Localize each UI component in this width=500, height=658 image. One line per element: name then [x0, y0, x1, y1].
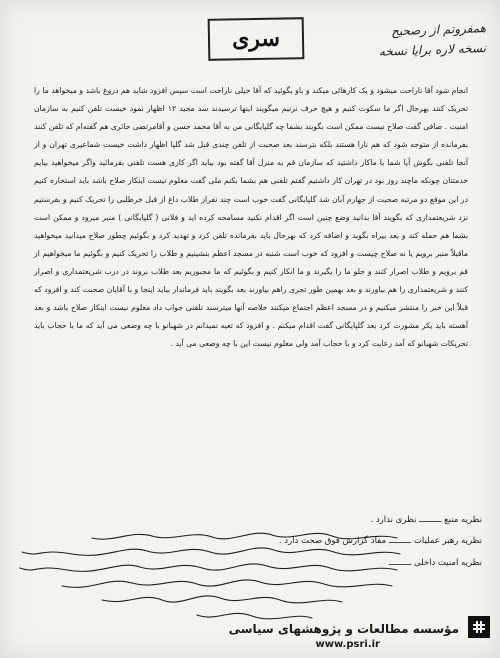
archive-url: www.psri.ir — [315, 639, 380, 650]
source-opinion-line: نظریه منبع ـــــــــ نظری ندارد . — [370, 515, 482, 525]
archive-watermark: مؤسسه مطالعات و پژوهشهای سیاسی — [226, 622, 462, 636]
handwritten-note-line2: نسخه لاره برایا نسخه — [378, 41, 487, 59]
archive-logo-icon — [468, 616, 490, 638]
report-body-text: انجام شود آقا ناراحت میشود و یک کارهائی میکند و باو بگوئید که آقا خیلی ناراحت است سپس افزود شاید هم دروغ باشد و میخواهد ما را تحریک کنند بهرحال اگر ما سکوت کنیم و هیچ حرف نزنیم میگویند اینها ترسیدند سد مجید ۱۲ اظهار نمود خیست تلفن کنیم به سازمان امنیت . صافی گفت صلاح نیست ممکن است بگویند بشما چه گلپایگانی من به آقا محمد حسن و آقامرتضی حائری هم گفته‌ام که تلفن کنند بفرمانده از متوجه شود که هم نارا هستند بلکه بترسند بعد صحبت از تلفن چندی قبل شد گلپا اظهار داشت خیست شماعیری تهران و از آنجا تلفنی بگوش آیا شما با ماکار داشتید که سازمان قم به منزل آقا گفته بود بیاید اگر کاری هست تلفنی بفرمائید واگر میخواهید بیایم خدمتتان چونکه ماچند روز بود در تهران کار داشتیم گفتم تلفنی هم بشما بکنم ملی گفت معلوم نیست اینکار صلاح باشد باید استخاره کنیم در این موقع دو مرتبه صحبت از جهارم آبان شد گلپایگانی گفت خوب است چند نفراز طلاب داغ از قبل خرطلبی را تحریک کنیم و بفرستیم نزد شریعتمداری که بگویند آقا بدانید وضع چنین است اگر اقدام نکنید مسامحه کرده اید و فلانی ( گلپایگانی ) منبر میرود و ممکن است بشما هم حمله کند و بعد بیراه بگوید و اضافه کرد که بهرحال باید بفرمانده تلفن کرد و تهدید کرد و بگوئیم چطور صلاح میدانید میخواهید ماقبلاً منبر برویم یا نه صلاح چیست و افزود که خوب است شنبه در مسجد اعظم بنشینیم و طلاب را تحریک کنیم و بگوئیم ما میخواهیم از قم برویم و طلاب اصرار کنند و جلو ما را بگیرند و ما انکار کنیم و بگوئیم که ما مجبوریم بعد طلاب بروند در درب شریعتمداری و اصرار کنند و شریعتمداری را هم بیاورند و بعد بهمین طور تجری راهم بیاورند بعد بگویند باید فرماندار بیاید اینجا و با آقایان صحبت کند و افزود که قبلاً این خبر را منتشر میکنیم و در مسجد اعظم اجتماع میکنند خلاصه آنها میترسند تلفنی جواب داد معلوم نیست اینکار صلاح باشد و بعد آهسته باید یکر مشورت کرد بعد گلپایگانی گفت اقدام میکنم . و افزود که تعیه نمیدانم در شهبانو با چه وضعی می آید که ما با حجاب باید تحریکات شهبانو که آمد رعایت کرد و با حجاب آمد ولی معلوم نیست این با چه وضعی می آید . — [34, 86, 468, 349]
classification-stamp: سری — [208, 17, 305, 61]
operations-leader-opinion-line: نظریه رهبر عملیات ـــــــــ مفاد گزارش فوق صحت دارد . — [278, 536, 482, 546]
handwritten-note-line1: همفروتم از رصحیح — [390, 21, 487, 39]
handwritten-annotation — [12, 530, 402, 630]
internal-security-opinion-line: نظریه امنیت داخلی ـــــــــ — [388, 558, 482, 568]
